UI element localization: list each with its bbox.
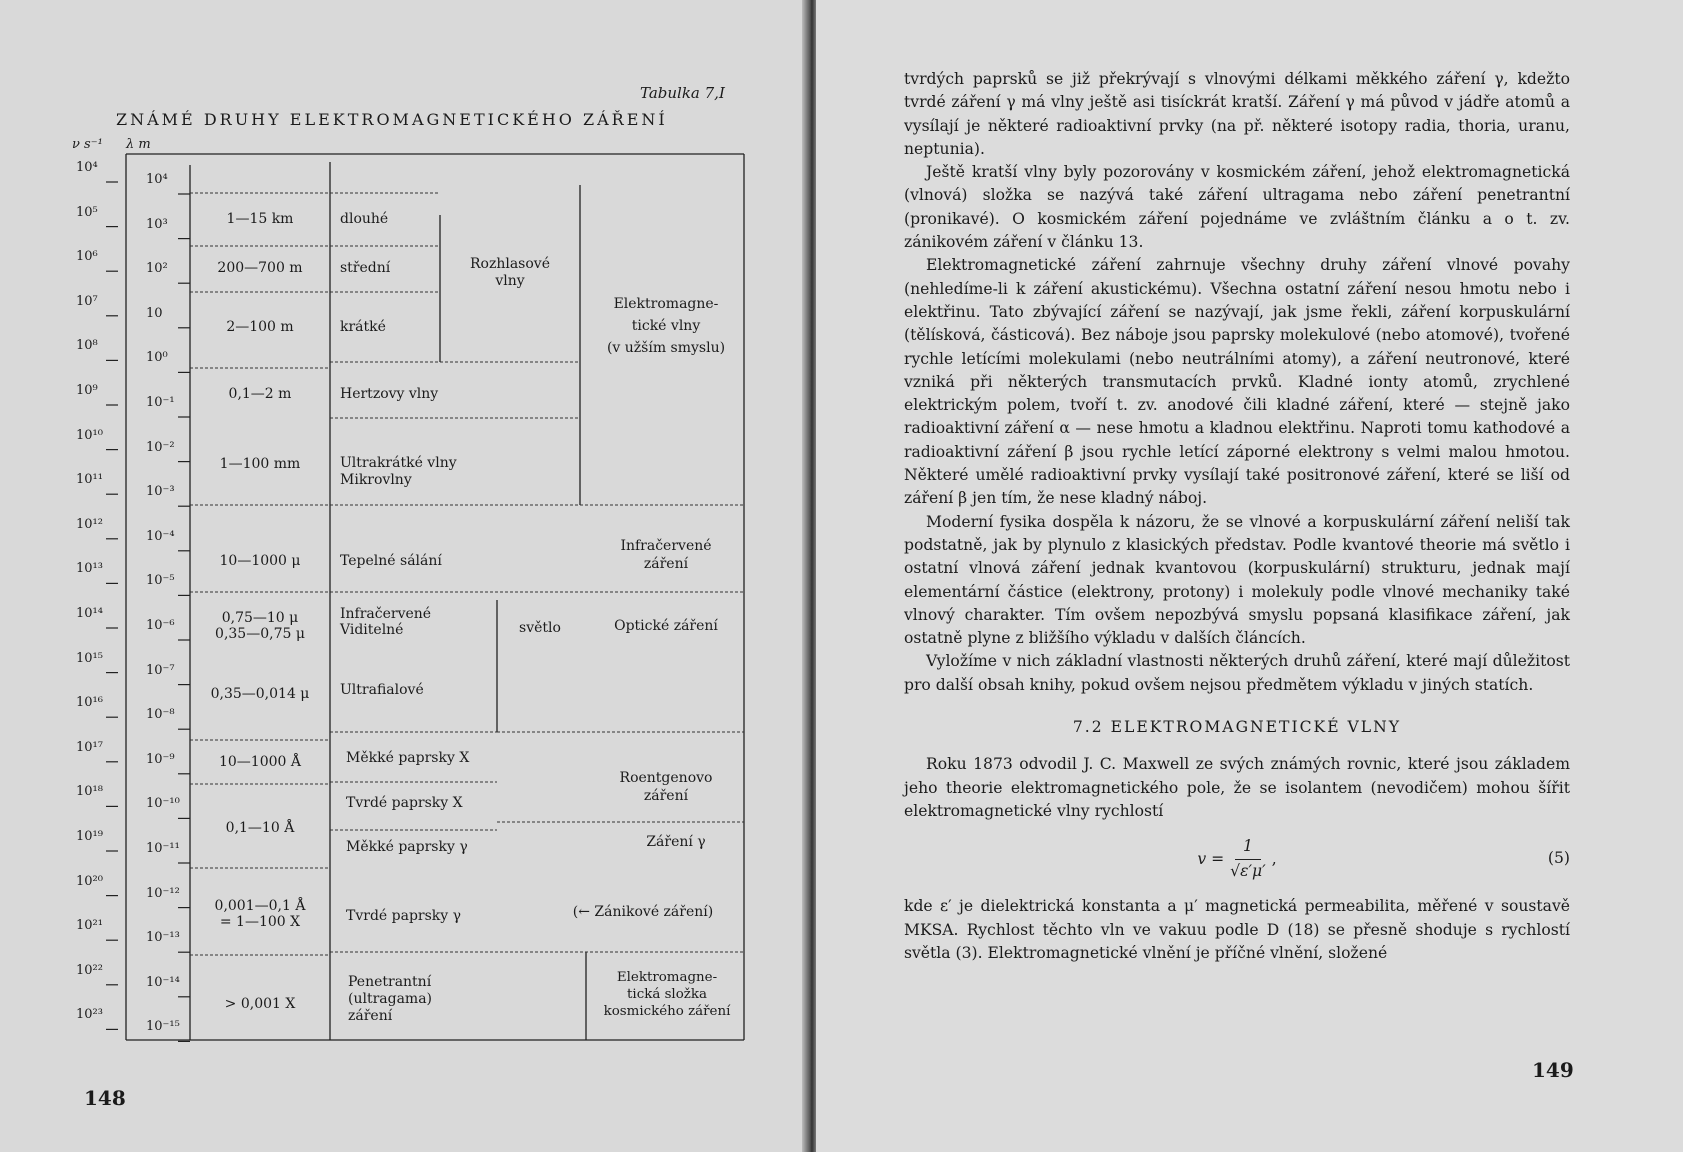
paragraph: Ještě kratší vlny byly pozorovány v kosmickém záření, jehož elektromagnetická (vlnová) složka se nazývá také záření ultragama nebo záření penetrantní (pronikavé). O kosmickém záření pojednáme ve zvláštním článku a o t. zv. zánikovém záření v článku 13. bbox=[904, 163, 1570, 252]
fraction-denominator: √ε′μ′ bbox=[1230, 861, 1266, 880]
class-cell: Infračervené bbox=[620, 538, 712, 554]
class-cell: záření bbox=[643, 788, 689, 804]
equation-5 bbox=[904, 823, 1570, 895]
frequency-label: 10¹⁰ bbox=[76, 427, 103, 443]
class-cell: tické vlny bbox=[631, 318, 701, 334]
frequency-label: 10⁵ bbox=[76, 204, 98, 220]
name-cell: střední bbox=[340, 260, 391, 276]
wavelength-label: 10² bbox=[146, 261, 168, 277]
range-cell: > 0,001 X bbox=[224, 996, 296, 1012]
name-cell: krátké bbox=[340, 319, 386, 335]
frequency-label: 10⁴ bbox=[76, 160, 98, 175]
group-cell: Rozhlasové bbox=[470, 256, 550, 272]
range-cell: 10—1000 μ bbox=[219, 553, 301, 569]
range-cell: 200—700 m bbox=[217, 260, 303, 276]
name-cell: Hertzovy vlny bbox=[340, 386, 439, 402]
wavelength-label: 10⁻¹ bbox=[146, 395, 175, 410]
paragraph: kde ε′ je dielektrická konstanta a μ′ magnetická permeabilita, měřené v soustavě MKSA. Rychlost těchto vln ve vakuu podle D (18) se přesně shoduje s rychlostí světla (3). Elektromagnetické vlnění je příčné vlnění, složené bbox=[904, 897, 1570, 962]
class-cell: Optické záření bbox=[614, 618, 718, 634]
frequency-label: 10²¹ bbox=[76, 918, 103, 934]
equation-comma: , bbox=[1271, 849, 1277, 868]
name-cell: Měkké paprsky γ bbox=[346, 839, 468, 855]
class-cell: (v užším smyslu) bbox=[606, 340, 726, 356]
wavelength-label: 10³ bbox=[146, 216, 168, 232]
name-cell: (ultragama) bbox=[348, 991, 433, 1007]
wavelength-label: 10⁻² bbox=[146, 439, 175, 455]
name-cell: Měkké paprsky X bbox=[346, 750, 470, 766]
frequency-label: 10¹⁵ bbox=[76, 650, 103, 666]
frequency-header: ν s⁻¹ bbox=[72, 137, 103, 152]
name-cell: Ultrakrátké vlny bbox=[340, 455, 457, 471]
wavelength-label: 10⁻¹³ bbox=[146, 930, 180, 946]
wavelength-label: 10⁻¹⁰ bbox=[146, 796, 180, 812]
fraction bbox=[1230, 835, 1266, 883]
paragraph: tvrdých paprsků se již překrývají s vlnovými délkami měkkého záření γ, kdežto tvrdé záření γ má vlny ještě asi tisíckrát kratší. Záření γ má původ v jádře atomů a vysílají je některé radioaktivní prvky (na př. některé isotopy radia, thoria, uranu, neptunia). bbox=[904, 70, 1570, 158]
frequency-label: 10¹¹ bbox=[76, 472, 103, 488]
range-cell: 2—100 m bbox=[226, 319, 294, 335]
left-page bbox=[0, 0, 808, 1152]
frequency-label: 10²⁰ bbox=[76, 873, 103, 889]
wavelength-label: 10⁻⁵ bbox=[146, 573, 175, 589]
wavelength-label: 10⁻⁷ bbox=[146, 662, 175, 678]
range-cell: 10—1000 Å bbox=[218, 754, 301, 770]
frequency-label: 10¹⁸ bbox=[76, 784, 103, 800]
wavelength-label: 10⁻¹⁵ bbox=[146, 1019, 180, 1035]
wavelength-header: λ m bbox=[126, 137, 151, 152]
frequency-label: 10¹⁷ bbox=[76, 739, 103, 755]
paragraph: Moderní fysika dospěla k názoru, že se vlnové a korpuskulární záření neliší tak podstatně, jak by plynulo z klasických představ. Podle kvantové theorie má světlo i ostatní vlnová záření jednak kvantovou (korpuskulární) strukturu, jednak mají elementární částice (elektrony, protony) i molekuly podle vlnové mechaniky také vlnový charakter. Tím ovšem nepozbývá smyslu popsaná klasifikace záření, jak ostatně plyne z bližšího výkladu v dalších článcích. bbox=[904, 512, 1570, 648]
fraction-numerator: 1 bbox=[1235, 835, 1261, 859]
wavelength-label: 10⁻¹⁴ bbox=[146, 974, 180, 990]
name-cell: Penetrantní bbox=[348, 974, 432, 990]
wavelength-label: 10⁻¹² bbox=[146, 885, 180, 901]
frequency-label: 10⁶ bbox=[76, 249, 98, 265]
page-number: 149 bbox=[1532, 1058, 1574, 1082]
group-cell: světlo bbox=[519, 620, 561, 636]
wavelength-label: 10⁻³ bbox=[146, 484, 175, 500]
range-cell: 1—15 km bbox=[226, 211, 294, 227]
frequency-label: 10¹⁴ bbox=[76, 606, 103, 621]
range-cell: 0,001—0,1 Å bbox=[214, 898, 306, 914]
table-caption: Tabulka 7,I bbox=[640, 84, 725, 102]
wavelength-label: 10⁰ bbox=[146, 350, 168, 366]
name-cell: záření bbox=[348, 1008, 393, 1024]
name-cell: Tvrdé paprsky γ bbox=[346, 908, 461, 924]
wavelength-label: 10⁴ bbox=[146, 172, 168, 187]
class-cell: kosmického záření bbox=[603, 1004, 731, 1019]
frequency-label: 10¹⁶ bbox=[76, 695, 103, 711]
frequency-label: 10⁹ bbox=[76, 383, 98, 398]
section-heading: 7.2 ELEKTROMAGNETICKÉ VLNY bbox=[1072, 718, 1402, 737]
equation-lhs: v = bbox=[1197, 849, 1225, 868]
range-cell: 0,1—2 m bbox=[228, 386, 292, 402]
wavelength-label: 10 bbox=[146, 305, 163, 321]
frequency-label: 10⁷ bbox=[76, 293, 98, 309]
paragraph: Roku 1873 odvodil J. C. Maxwell ze svých známých rovnic, které jsou základem jeho theorie elektromagnetického pole, že se isolantem (nevodičem) mohou šířit elektromagnetické vlny rychlostí bbox=[904, 755, 1570, 820]
name-cell: Ultrafialové bbox=[340, 682, 424, 698]
wavelength-label: 10⁻⁶ bbox=[146, 618, 175, 633]
wavelength-label: 10⁻⁴ bbox=[146, 528, 175, 544]
name-cell: Infračervené bbox=[340, 606, 432, 622]
range-cell: 0,75—10 μ bbox=[221, 610, 299, 626]
table-title: ZNÁMÉ DRUHY ELEKTROMAGNETICKÉHO ZÁŘENÍ bbox=[116, 110, 668, 129]
frequency-label: 10¹⁹ bbox=[76, 829, 103, 844]
class-cell: (← Zánikové záření) bbox=[572, 904, 714, 920]
wavelength-label: 10⁻⁹ bbox=[146, 751, 175, 767]
frequency-label: 10²³ bbox=[76, 1007, 103, 1023]
name-cell: Tvrdé paprsky X bbox=[346, 795, 463, 811]
paragraph: Vyložíme v nich základní vlastnosti některých druhů záření, které mají důležitost pro další obsah knihy, pokud ovšem nejsou předmětem výkladu v jiných statích. bbox=[904, 652, 1570, 694]
name-cell: dlouhé bbox=[340, 211, 389, 227]
range-cell: 0,1—10 Å bbox=[225, 820, 295, 836]
frequency-label: 10²² bbox=[76, 962, 103, 978]
range-cell: = 1—100 X bbox=[219, 914, 301, 930]
range-cell: 0,35—0,014 μ bbox=[210, 686, 310, 702]
frequency-label: 10⁸ bbox=[76, 338, 98, 354]
class-cell: Roentgenovo bbox=[619, 770, 713, 786]
class-cell: Elektromagne- bbox=[616, 970, 718, 985]
class-cell: Elektromagne- bbox=[613, 296, 719, 312]
range-cell: 0,35—0,75 μ bbox=[215, 626, 305, 642]
class-cell: tická složka bbox=[627, 987, 707, 1002]
name-cell: Tepelné sálání bbox=[340, 553, 442, 569]
paragraph: Elektromagnetické záření zahrnuje všechny druhy záření vlnové povahy (nehledíme-li k záření akustickému). Všechna ostatní záření nesou hmotu nebo i elektřinu. Tato zbývající záření se nazývají, jak jsme řekli, záření korpuskulární (tělísková, částicová). Bez náboje jsou paprsky molekulové (nebo atomové), tvořené rychle letícími molekulami (nebo neutrálními atomy), a záření neutronové, které vzniká při některých transmutacích prvků. Kladné ionty atomů, zrychlené elektrickým polem, tvoří t. zv. anodové čili kladné záření, které — stejně jako radioaktivní záření α — nese hmotu a kladnou elektřinu. Naproti tomu kathodové a radioaktivní záření β jsou rychle letící záporné elektrony s velmi malou hmotou. Některé umělé radioaktivní prvky vysílají také positronové záření, které se liší od záření β jen tím, že nese kladný náboj. bbox=[904, 256, 1570, 508]
wavelength-label: 10⁻⁸ bbox=[146, 707, 175, 723]
name-cell: Mikrovlny bbox=[340, 472, 412, 488]
group-cell: vlny bbox=[495, 273, 525, 289]
class-cell: záření bbox=[643, 556, 689, 572]
frequency-label: 10¹³ bbox=[76, 561, 103, 577]
class-cell: Záření γ bbox=[646, 834, 706, 850]
range-cell: 1—100 mm bbox=[219, 456, 301, 472]
name-cell: Viditelné bbox=[340, 622, 404, 638]
equation-number: (5) bbox=[1547, 849, 1570, 868]
wavelength-label: 10⁻¹¹ bbox=[146, 841, 180, 856]
page-number: 148 bbox=[84, 1086, 126, 1110]
body-text bbox=[904, 68, 1570, 965]
frequency-label: 10¹² bbox=[76, 516, 103, 532]
